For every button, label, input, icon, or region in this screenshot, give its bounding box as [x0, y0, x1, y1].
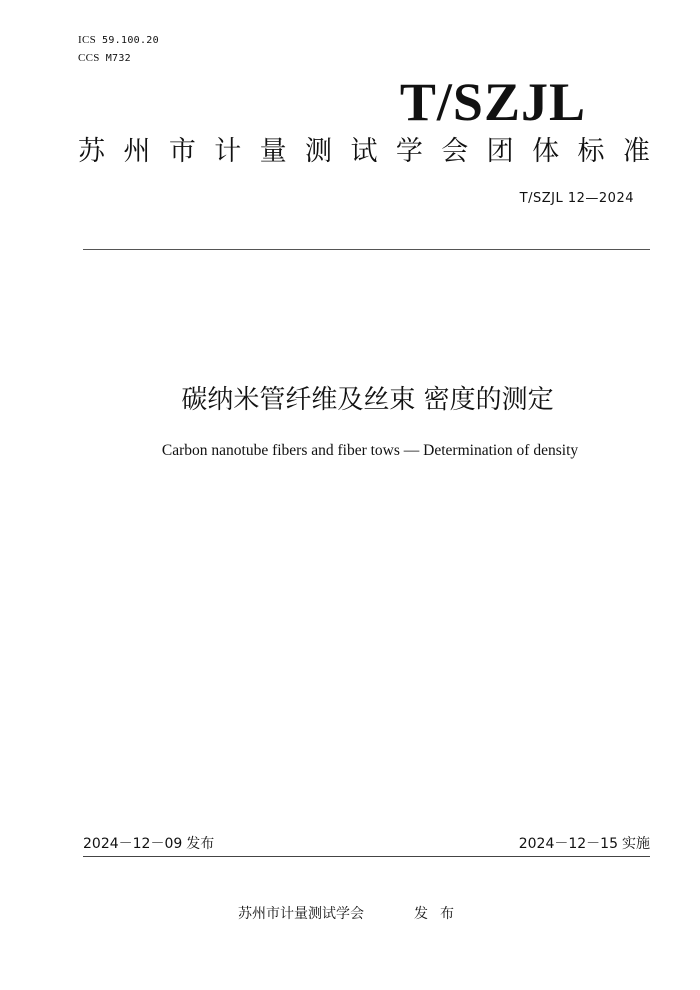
org-title-char: 准 — [622, 136, 650, 167]
document-title-english: Carbon nanotube fibers and fiber tows — Determination of density — [161, 442, 579, 459]
org-title-char: 计 — [214, 136, 242, 167]
issue-label: 发布 — [186, 836, 215, 852]
header-divider — [83, 249, 650, 250]
issue-date: 2024－12－09 — [83, 836, 183, 852]
org-title-char: 团 — [486, 136, 514, 167]
publisher-name: 苏州市计量测试学会 — [238, 906, 364, 922]
implementation-date: 2024－12－15 — [518, 836, 618, 852]
ics-label: ICS — [78, 34, 97, 46]
org-title-char: 测 — [305, 136, 333, 167]
org-title-char: 标 — [577, 136, 605, 167]
ics-code — [78, 34, 159, 46]
org-title-char: 州 — [123, 136, 151, 167]
org-standard-title — [78, 134, 650, 170]
ccs-code — [78, 52, 131, 64]
issue-date-line — [83, 834, 214, 854]
org-title-char: 学 — [395, 136, 423, 167]
org-title-char: 试 — [350, 136, 378, 167]
ics-value: 59.100.20 — [102, 35, 159, 46]
implementation-label: 实施 — [622, 836, 650, 852]
publisher-line — [238, 904, 466, 924]
org-title-char: 市 — [168, 136, 196, 167]
standard-logo: T/SZJL — [399, 72, 586, 132]
org-title-char: 会 — [441, 136, 469, 167]
org-title-char: 量 — [259, 136, 287, 167]
ccs-label: CCS — [78, 52, 100, 64]
ccs-value: M732 — [105, 53, 131, 64]
document-title-chinese: 碳纳米管纤维及丝束 密度的测定 — [181, 385, 554, 415]
org-title-char: 体 — [532, 136, 560, 167]
standard-number: T/SZJL 12—2024 — [519, 191, 634, 206]
implementation-date-line — [519, 834, 650, 854]
org-title-char: 苏 — [78, 136, 105, 167]
footer-divider — [83, 856, 650, 857]
publish-label: 发布 — [414, 906, 466, 922]
